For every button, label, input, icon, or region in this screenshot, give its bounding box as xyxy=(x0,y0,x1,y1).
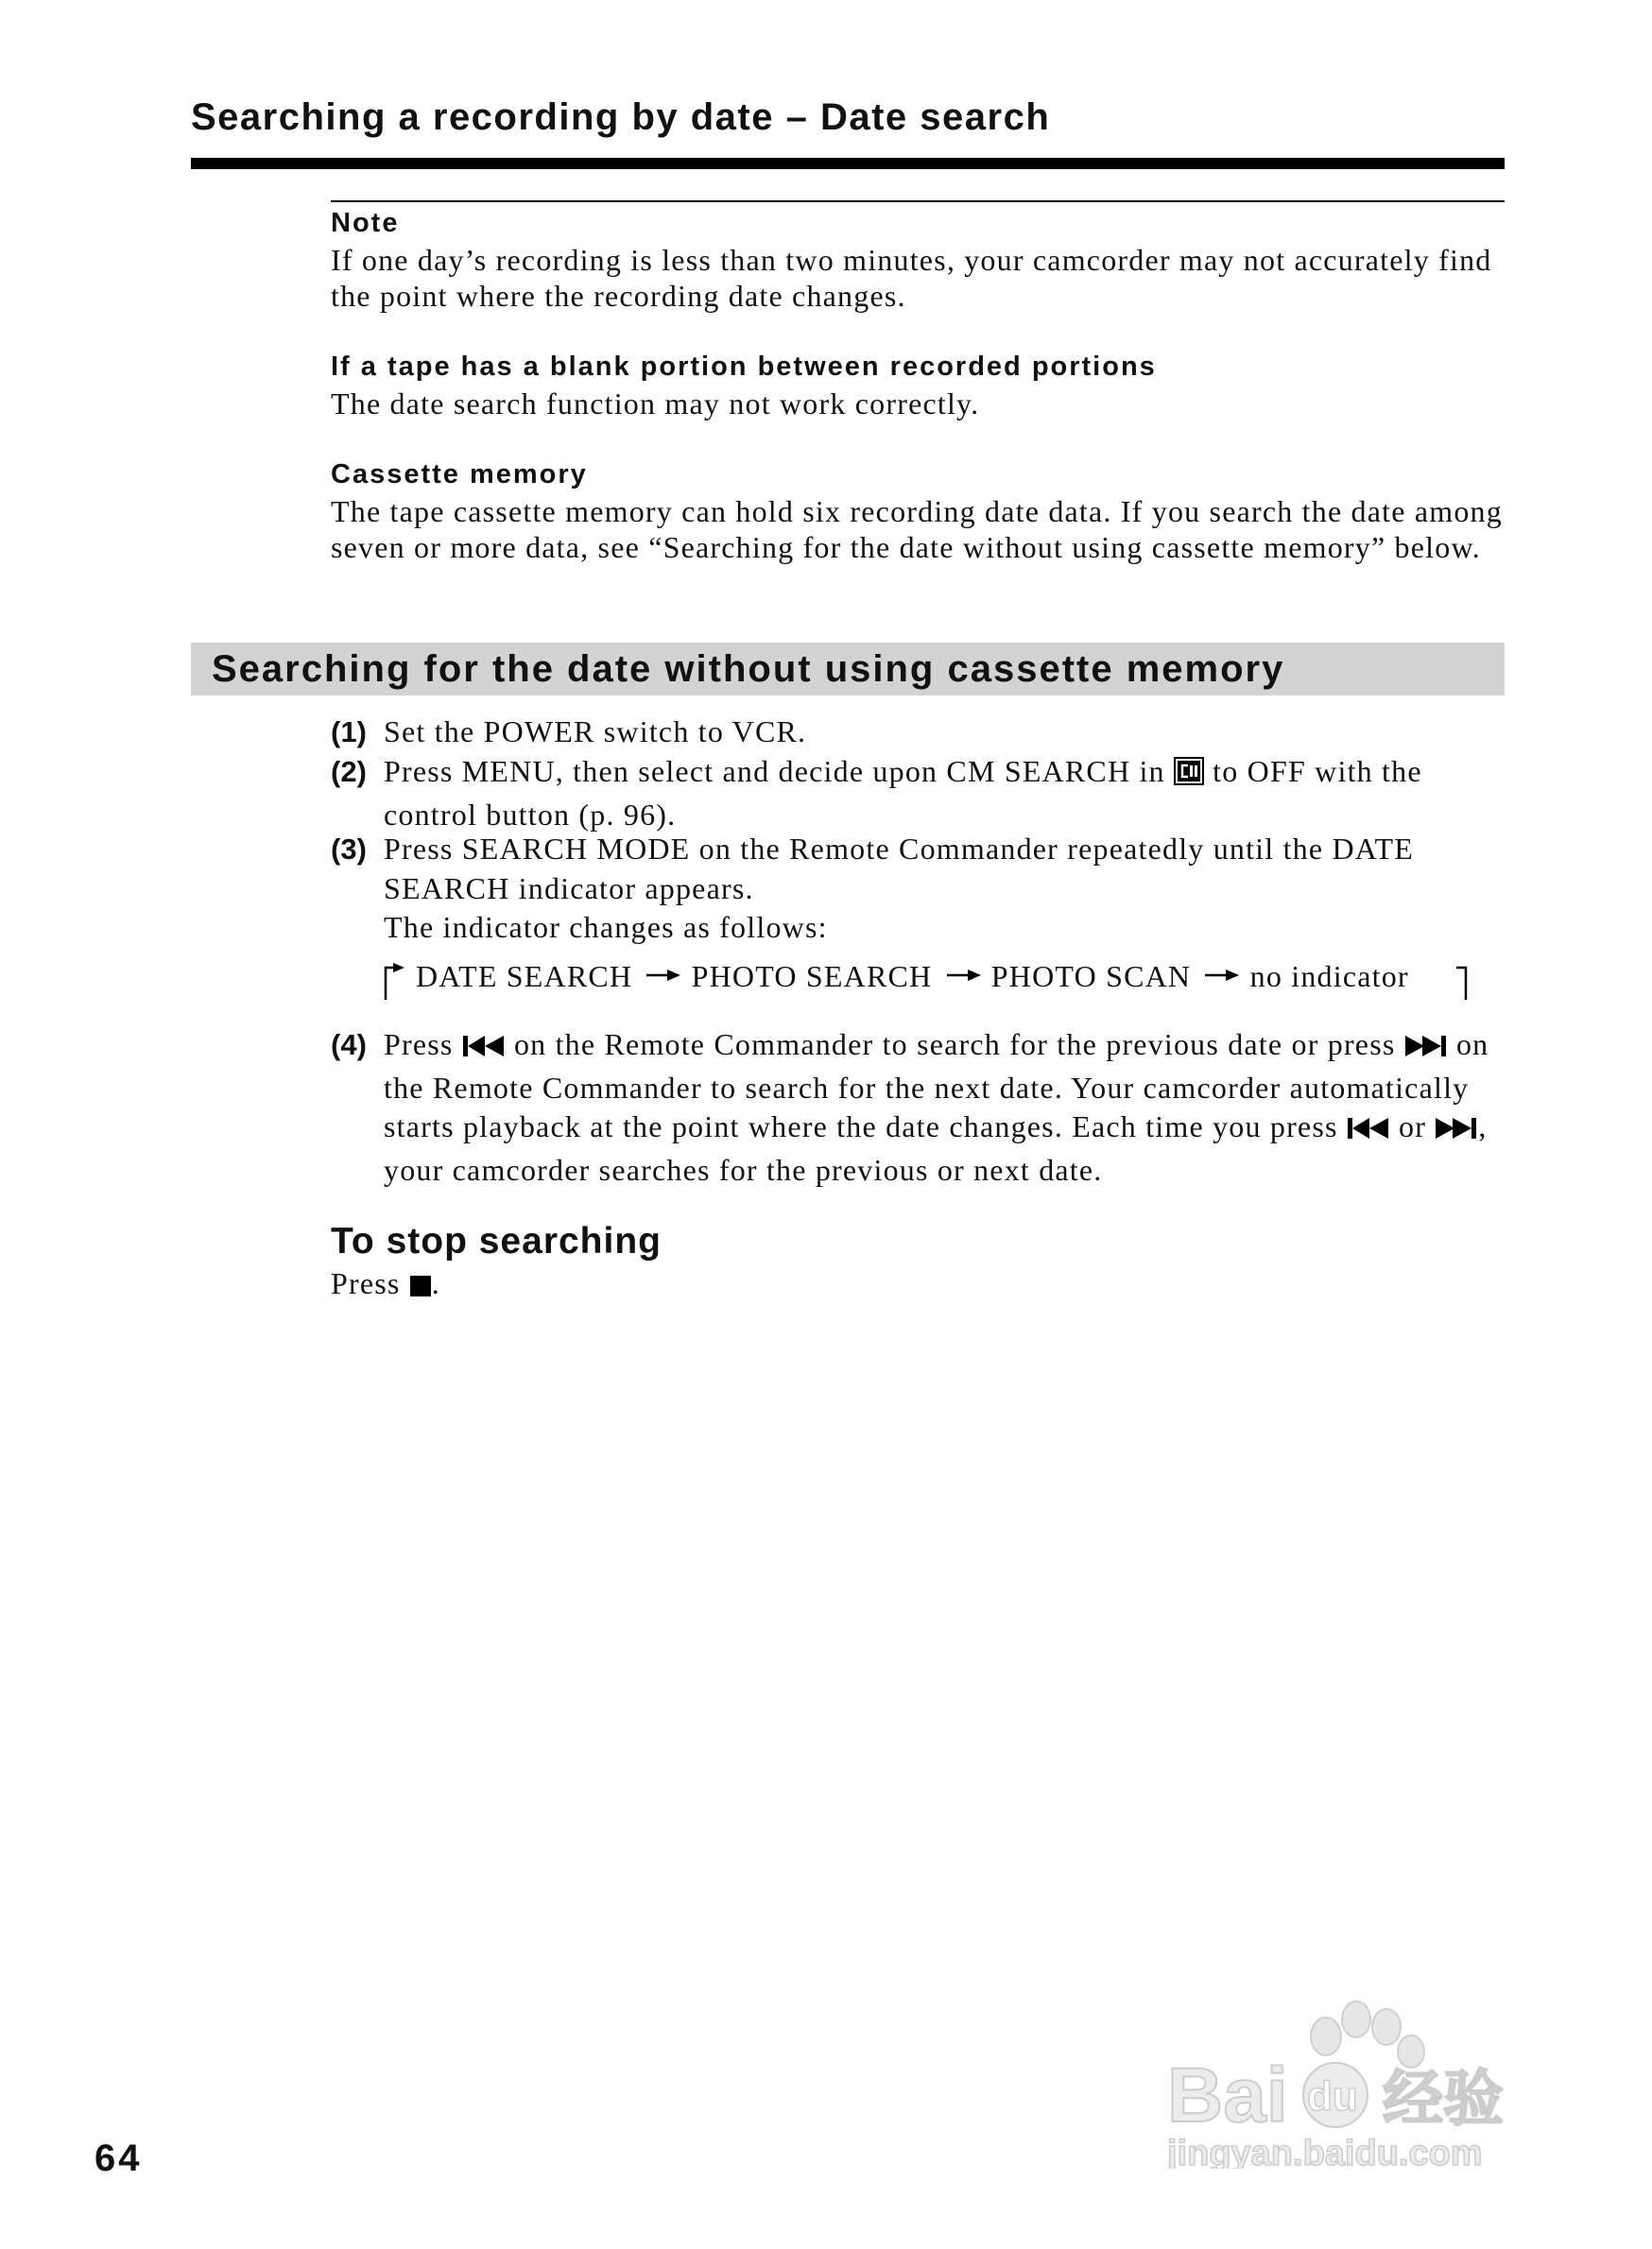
watermark-cn: 经验 xyxy=(1383,2065,1504,2135)
header-rule xyxy=(191,158,1505,169)
step-2 xyxy=(331,752,1507,834)
step-text: or xyxy=(1399,1109,1427,1143)
step-3 xyxy=(331,830,1507,948)
skip-previous-icon xyxy=(1347,1111,1390,1151)
watermark-brand-tail: du xyxy=(1307,2073,1358,2120)
step-4 xyxy=(331,1025,1507,1190)
indicator-flow xyxy=(384,953,1409,1000)
step-text: on the Remote Commander to search for the previous date or press xyxy=(513,1027,1396,1061)
blank-portion-block xyxy=(331,348,1507,421)
note-block xyxy=(331,204,1507,314)
step-text: Press SEARCH MODE on the Remote Commander repeatedly until the DATE SEARCH indicator appears. xyxy=(384,832,1415,905)
stop-text xyxy=(331,1266,440,1305)
arrow-right-icon xyxy=(1199,966,1241,985)
flow-item: DATE SEARCH xyxy=(416,959,633,993)
flow-item: PHOTO SCAN xyxy=(990,959,1192,993)
step-text: to OFF with the control button (p. 96). xyxy=(384,754,1422,832)
step-number: (4) xyxy=(331,1028,367,1061)
step-number: (3) xyxy=(331,833,367,866)
stop-heading: To stop searching xyxy=(331,1221,662,1262)
skip-next-icon xyxy=(1435,1111,1478,1151)
step-number: (1) xyxy=(331,715,367,748)
stop-text-after: . xyxy=(431,1266,440,1300)
watermark-brand: Bai xyxy=(1167,2052,1288,2138)
watermark-url: jingyan.baidu.com xyxy=(1167,2134,1483,2169)
step-text: Press xyxy=(384,1027,454,1061)
blank-portion-text: The date search function may not work correctly. xyxy=(331,386,980,421)
note-text: If one day’s recording is less than two minutes, your camcorder may not accurately find the point where the recording date changes. xyxy=(331,243,1492,313)
cassette-memory-heading: Cassette memory xyxy=(331,459,588,489)
arrow-right-icon xyxy=(641,966,682,985)
baidu-watermark xyxy=(1167,1980,1545,2173)
arrow-right-icon xyxy=(941,966,983,985)
step-text-indicator-intro: The indicator changes as follows: xyxy=(384,910,828,944)
flow-item: PHOTO SEARCH xyxy=(691,959,933,993)
step-number: (2) xyxy=(331,755,367,788)
page-number: 64 xyxy=(95,2137,143,2179)
cassette-memory-text: The tape cassette memory can hold six recording date data. If you search the date among seven or more data, see “Searching for the date without using cassette memory” below. xyxy=(331,494,1503,564)
skip-previous-icon xyxy=(462,1029,506,1069)
step-1 xyxy=(331,712,1507,752)
page-title: Searching a recording by date – Date search xyxy=(191,96,1051,138)
cassette-memory-block xyxy=(331,455,1507,565)
stop-icon xyxy=(409,1270,432,1305)
note-rule xyxy=(331,200,1505,202)
flow-item: no indicator xyxy=(1249,959,1409,993)
blank-portion-heading: If a tape has a blank portion between recorded portions xyxy=(331,352,1157,382)
step-text: Press MENU, then select and decide upon CM SEARCH in xyxy=(384,754,1165,788)
section-title: Searching for the date without using cassette memory xyxy=(212,648,1285,690)
step-text: , your camcorder searches for the previous or next date. xyxy=(384,1109,1488,1187)
cassette-memory-menu-icon xyxy=(1174,756,1204,796)
stop-text-before: Press xyxy=(331,1266,401,1300)
paw-icon xyxy=(1311,2001,1424,2068)
skip-next-icon xyxy=(1404,1029,1448,1069)
note-heading: Note xyxy=(331,208,400,238)
step-text: on the Remote Commander to search for the next date. Your camcorder automatically starts playback at the point where the date changes. Each time you press xyxy=(384,1027,1489,1143)
step-text: Set the POWER switch to VCR. xyxy=(384,714,807,748)
